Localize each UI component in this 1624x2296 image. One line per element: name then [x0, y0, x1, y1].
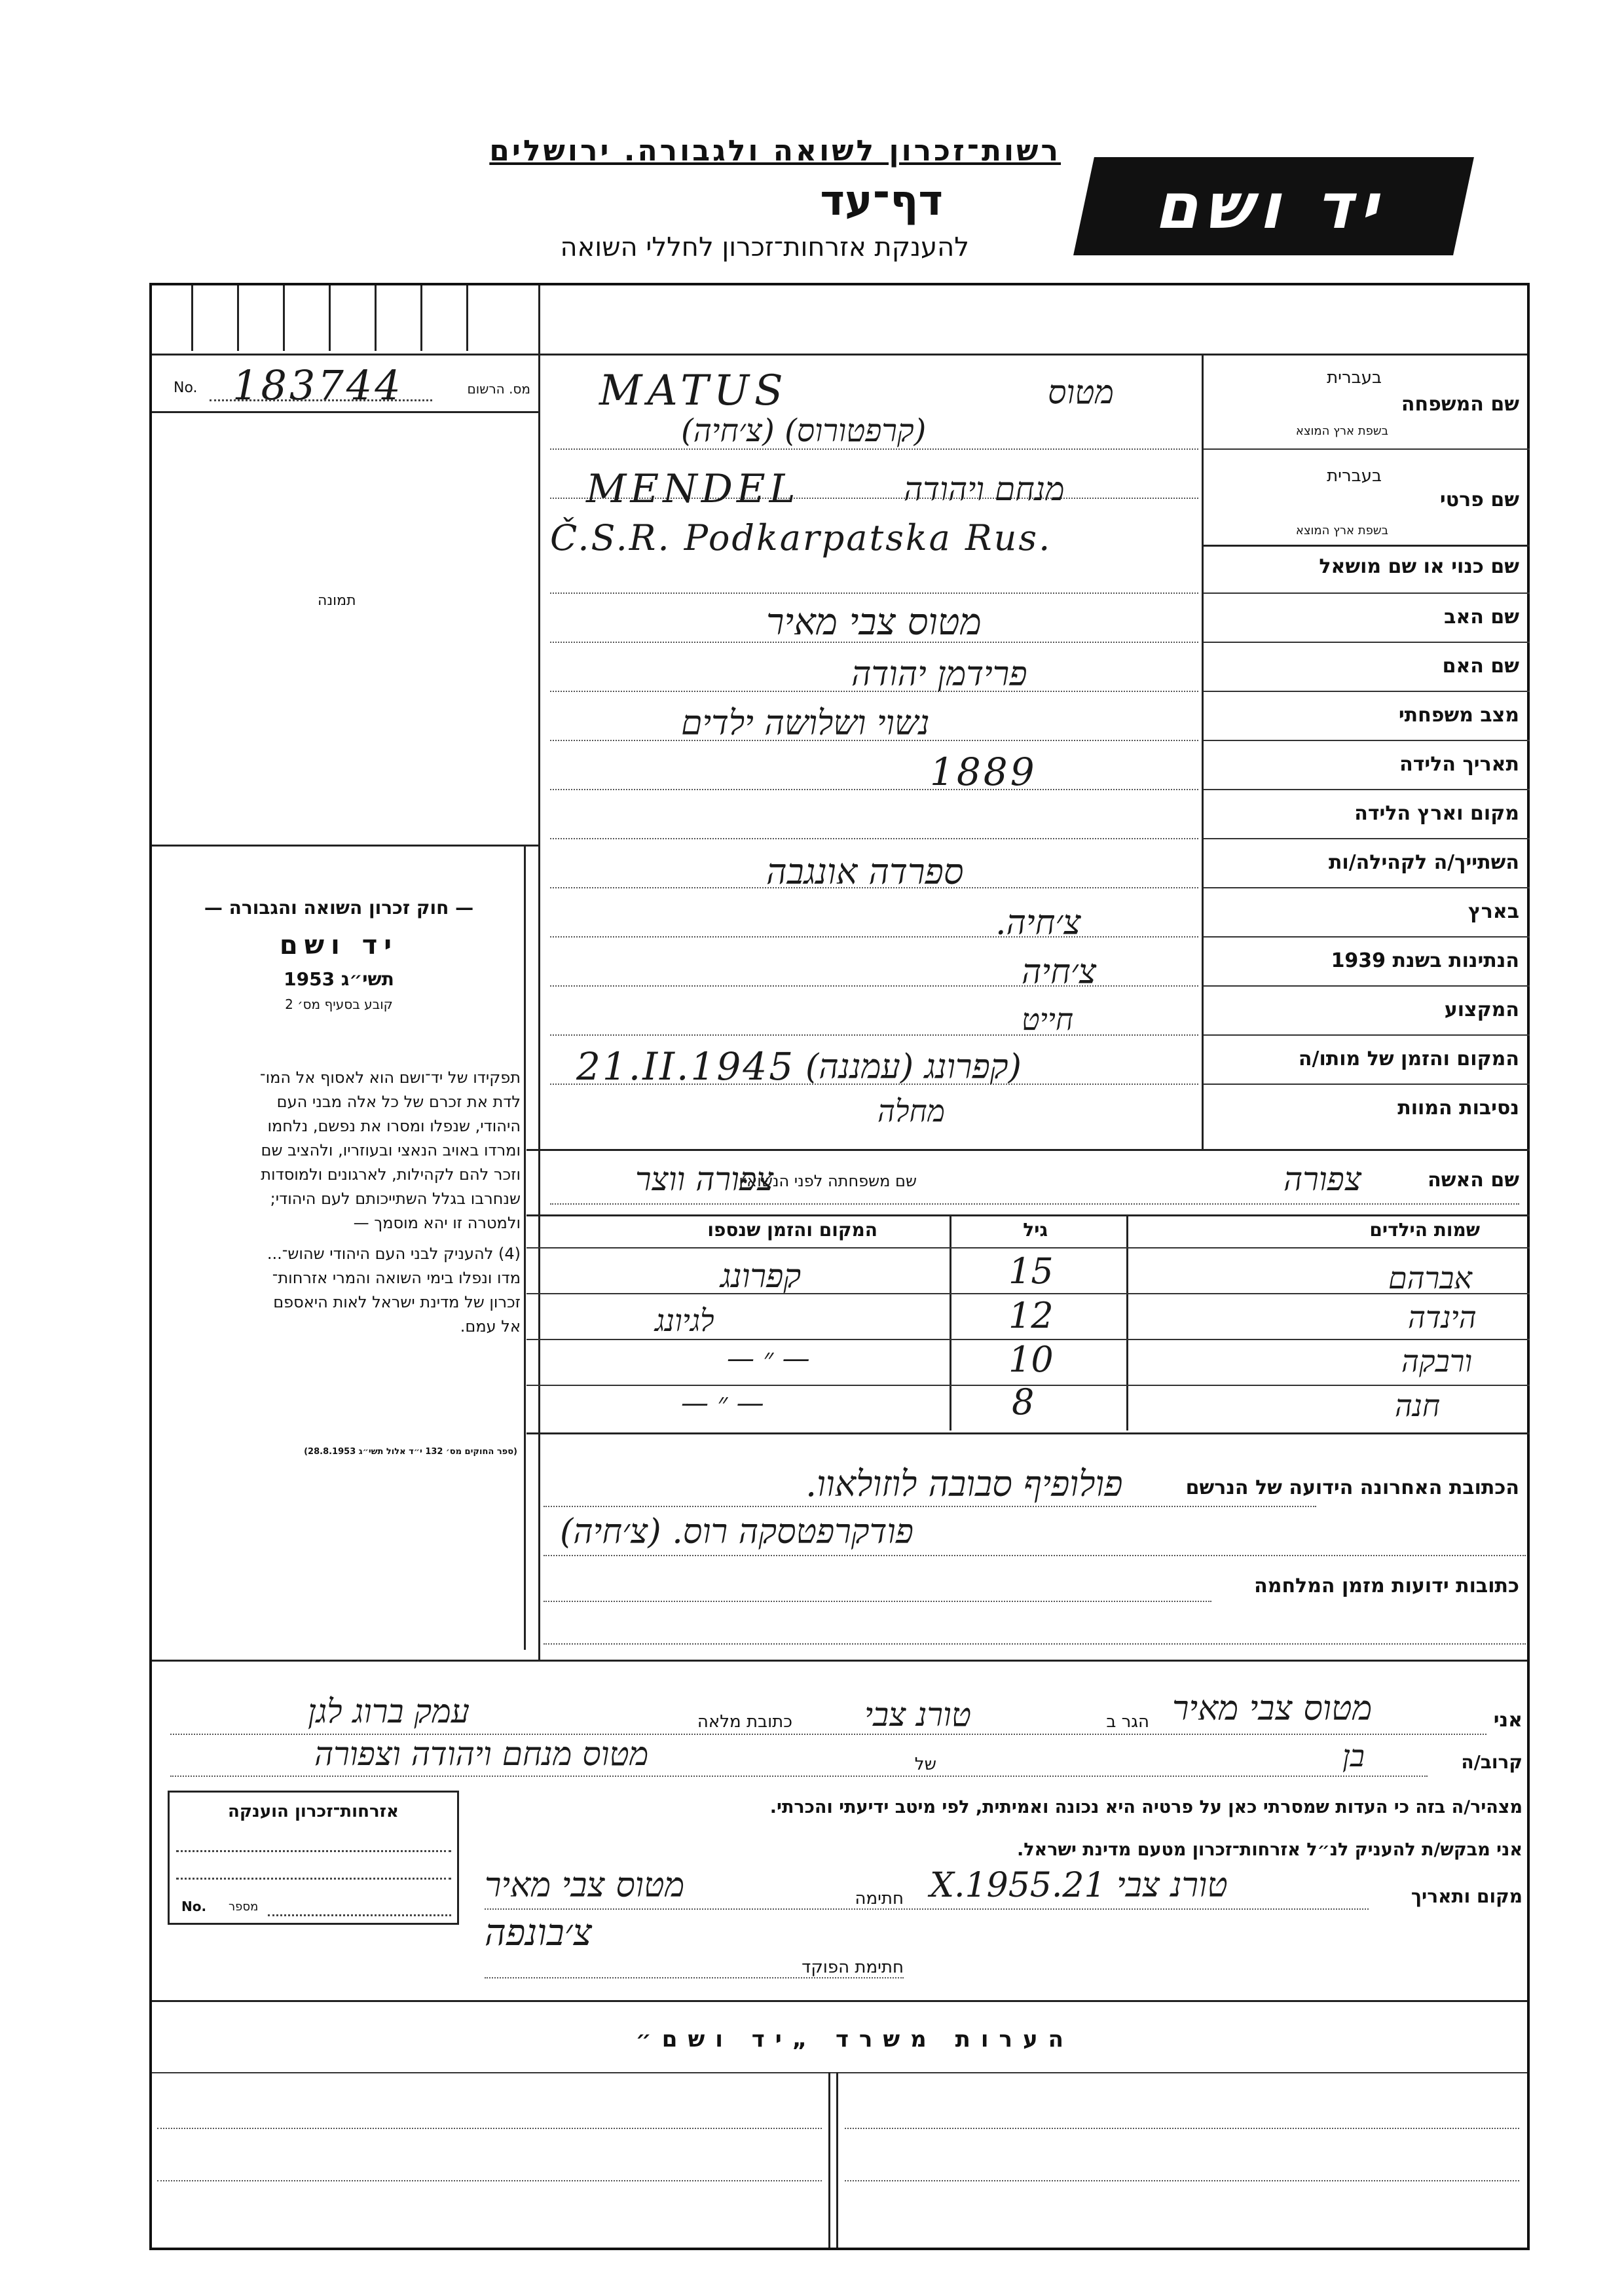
community-label: השתייך/ה לקהילה/ות: [1328, 851, 1519, 874]
first-hebrew-label: בעברית: [1327, 466, 1382, 486]
family-hebrew-label: בעברית: [1327, 368, 1382, 388]
child-place: קפרונג: [720, 1257, 802, 1295]
of-value: מטוס מנחם ויהודה וצפורה: [314, 1735, 649, 1773]
photo-label: תמונה: [318, 592, 356, 609]
law-text: [160, 1066, 521, 1339]
child-name: חנה: [1395, 1388, 1441, 1423]
marital-label: מצב משפחתי: [1398, 704, 1519, 727]
address-label: הכתובת האחרונה הידועה של הנרשם: [1185, 1476, 1519, 1499]
nationality-value: צ׳חיה: [1022, 953, 1097, 992]
declarant-label: אני: [1493, 1709, 1522, 1732]
reg-no-label: No.: [174, 380, 198, 396]
relation-value: בן: [1342, 1738, 1365, 1774]
community-value: ספרדה אונגבה: [766, 851, 964, 892]
form-title: דף־עד: [820, 177, 943, 225]
child-place: — ״ —: [681, 1387, 764, 1419]
mother-label: שם האם: [1442, 655, 1519, 678]
wife-value: צפורה: [1283, 1160, 1362, 1198]
law-line: תפקידו של יד־ושם הוא לאסוף אל המו־: [259, 1068, 521, 1087]
resides-label: הגר ב: [1106, 1712, 1149, 1732]
marital-value: נשוי ושלושה ילדים: [681, 704, 930, 743]
country-value: צ׳חיה.: [995, 903, 1081, 943]
war-addresses-label: כתובות ידועות מזמן המלחמה: [1254, 1575, 1519, 1597]
signature-value: מטוס צבי מאיר: [485, 1866, 685, 1905]
officer-label: חתימת הפוקד: [802, 1958, 904, 1977]
first-name-latin: MENDEL: [586, 466, 800, 512]
birth-date-label: תאריך הלידה: [1399, 753, 1519, 776]
law-line: ומרדו באויב הנאצי ובעוזריו, ולהציב שם: [261, 1141, 521, 1159]
profession-label: המקצוע: [1444, 998, 1519, 1021]
children-age-header: גיל: [1023, 1219, 1048, 1241]
full-address-value: עמק ברוג לגן: [308, 1692, 470, 1730]
child-age: 10: [1008, 1339, 1054, 1380]
death-label: המקום והזמן של מותו/ה: [1298, 1048, 1519, 1070]
logo-text: יד ושם: [1151, 170, 1397, 243]
yad-vashem-logo: [1073, 157, 1474, 255]
signature-label: חתימה: [855, 1889, 904, 1908]
nationality-label: הנתינות בשנת 1939: [1331, 949, 1519, 972]
relation-label: קרוב/ה: [1461, 1751, 1522, 1773]
address-line-2: פודקרפטסקה רוס. (צ׳חיה): [560, 1512, 914, 1552]
children-place-header: המקום והזמן שנספו: [707, 1219, 877, 1241]
law-line: היהודי, שנפלו ומסרו את נפשם, נלחמו: [267, 1117, 521, 1135]
reg-number-value: 183744: [232, 361, 403, 409]
law-line: (4) להעניק לבני העם היהודי שהוש־...: [267, 1245, 521, 1263]
reg-no-he-label: מס. הרשום: [467, 381, 530, 397]
first-name-note: Č.S.R. Podkarpatska Rus.: [550, 517, 1052, 558]
child-age: 15: [1008, 1250, 1054, 1292]
wife-label: שם האשה: [1428, 1169, 1519, 1192]
law-line: אל עמם.: [460, 1317, 521, 1336]
law-title: — חוק זכרון השואה והגבורה —: [204, 897, 474, 919]
law-year: תשי״ג 1953: [284, 968, 394, 990]
granted-no-he: מספר: [229, 1900, 259, 1914]
statement-text: מצהיר/ה בזה כי העדות שמסרתי כאן על פרטיה היא נכונה ואמיתית, לפי מיטב ידיעתי והכרתי.: [769, 1797, 1522, 1817]
death-place-value: (קפרונג (עמננה): [805, 1048, 1022, 1087]
law-line: שנחרבו בגלל השתייכותם לעם היהודי;: [270, 1190, 521, 1208]
family-name-note: (קרפטורוס) (צ׳חיה): [681, 412, 927, 449]
full-address-label: כתובת מלאה: [697, 1712, 792, 1732]
circumstances-value: מחלה: [877, 1093, 945, 1129]
children-names-header: שמות הילדים: [1369, 1219, 1480, 1241]
death-date-value: 21.II.1945: [576, 1044, 796, 1089]
law-line: וזכר להם לקהילות, לארגונים ולמוסדות: [261, 1165, 521, 1184]
authority-header: רשות־זכרון לשואה ולגבורה. ירושלים: [489, 134, 1061, 168]
law-line: זכרון של מדינת ישראל לאות היאספם: [273, 1293, 521, 1311]
law-source: (ספר החוקים מס׳ 132 י״ד אלול תשי״ג 28.8.1953): [304, 1447, 517, 1457]
granted-box-title: אזרחות־זכרון הוענקה: [228, 1802, 399, 1821]
family-native-label: בשפת ארץ המוצא: [1295, 424, 1388, 438]
family-name-latin: MATUS: [599, 367, 788, 415]
office-notes-title: הערות משרד „יד ושם״: [635, 2026, 1074, 2052]
child-age: 12: [1008, 1295, 1054, 1336]
law-line: מדו ונפלו בימי השואה והמרי אזרחות־: [272, 1269, 521, 1287]
law-block: [160, 897, 517, 1012]
tick-boxes: [152, 285, 538, 351]
child-name: אברהם: [1388, 1260, 1473, 1296]
father-value: מטוס צבי מאיר: [766, 601, 982, 644]
wife-maiden-label: שם משפחתה לפני הנשואין: [739, 1172, 917, 1190]
child-place: לגיונג: [655, 1303, 714, 1338]
wife-maiden-value: צפורה ווצר: [635, 1160, 774, 1198]
family-name-hebrew: מטוס: [1048, 373, 1115, 411]
officer-signature: צ׳בונפה: [485, 1912, 592, 1954]
place-date-value: טורנ צבי 21.X.1955: [930, 1866, 1228, 1905]
birth-place-label: מקום וארץ הלידה: [1354, 802, 1519, 825]
place-date-label: מקום ותאריך: [1411, 1886, 1522, 1907]
child-name: ורבקה: [1401, 1343, 1473, 1379]
law-name: יד ושם: [279, 930, 399, 960]
country-label: בארץ: [1467, 900, 1519, 923]
first-name-hebrew: מנחם ויהודה: [904, 470, 1065, 508]
mother-value: פרידמן יהודה: [851, 655, 1027, 694]
address-line-1: פולופיף סבובה לוזולאוו.: [805, 1463, 1123, 1504]
child-place: — ״ —: [727, 1342, 810, 1374]
birth-date-value: 1889: [930, 750, 1037, 794]
declarant-value: מטוס צבי מאיר: [1172, 1689, 1373, 1728]
granted-box: [168, 1791, 459, 1925]
child-name: הינדה: [1408, 1300, 1477, 1335]
first-native-label: בשפת ארץ המוצא: [1295, 524, 1388, 538]
profession-value: חייט: [1022, 1002, 1074, 1037]
law-line: ולמטרה זו יהא מוסמך —: [353, 1214, 521, 1232]
family-name-label: שם המשפחה: [1401, 393, 1519, 416]
child-age: 8: [1012, 1381, 1035, 1423]
father-label: שם האב: [1444, 606, 1519, 629]
law-clause: קובע בסעיף מס׳ 2: [285, 996, 393, 1012]
granted-no-label: No.: [181, 1899, 207, 1914]
nickname-label: שם כנוי או שם מושאל: [1319, 555, 1519, 578]
of-label: של: [914, 1755, 936, 1774]
form-subtitle: להענקת אזרחות־זכרון לחללי השואה: [560, 232, 969, 263]
circumstances-label: נסיבות המוות: [1397, 1097, 1519, 1120]
first-name-label: שם פרטי: [1439, 488, 1519, 511]
resides-value: טורנ צבי: [864, 1696, 972, 1734]
request-text: אני מבקש/ת להעניק לנ״ל אזרחות־זכרון מטעם מדינת ישראל.: [1016, 1840, 1522, 1860]
law-line: לדת את זכרם של כל אלה מבני העם: [276, 1093, 521, 1111]
